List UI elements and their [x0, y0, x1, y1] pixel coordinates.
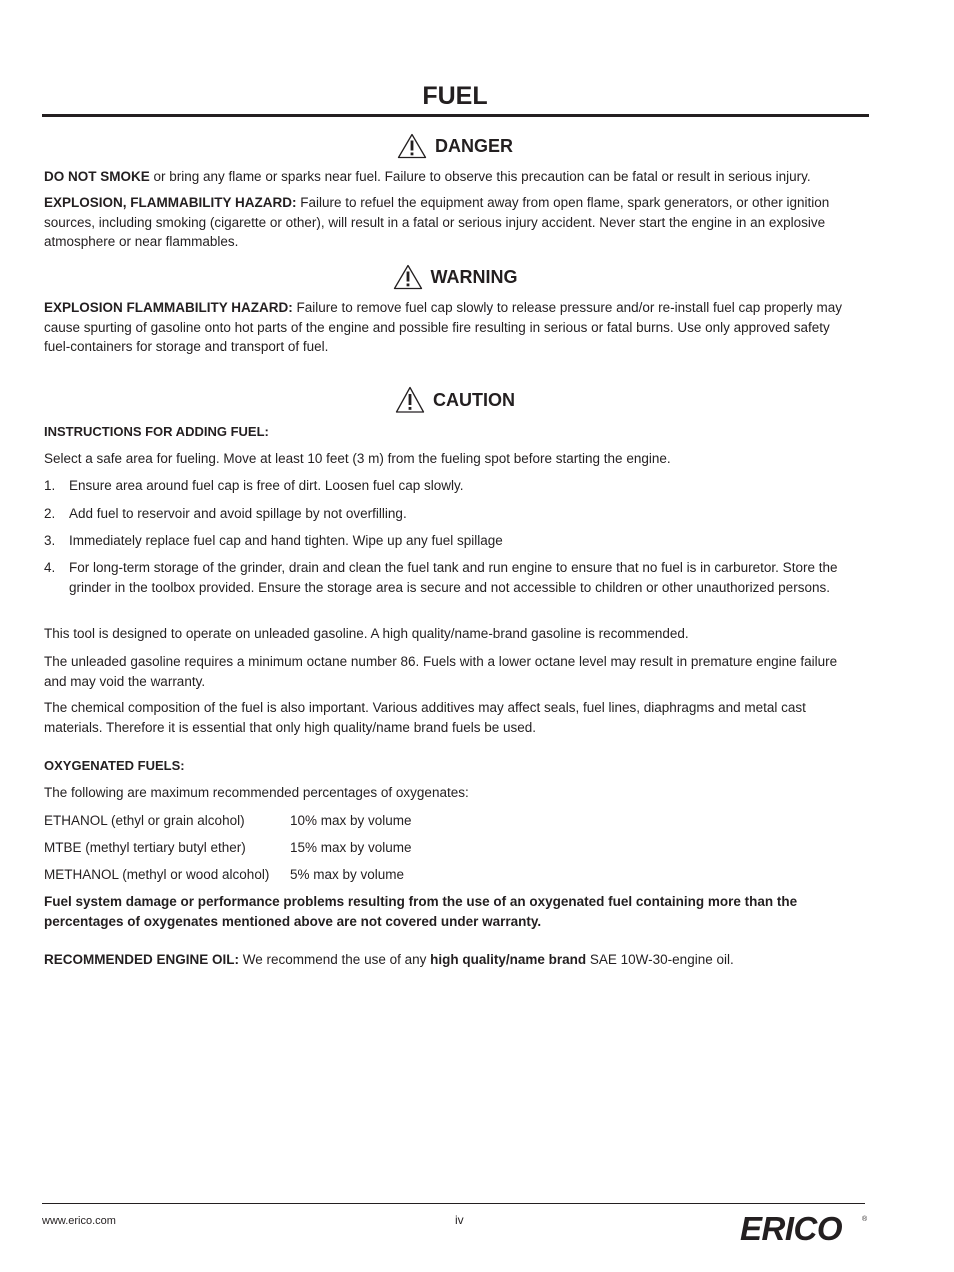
warning-label: WARNING — [430, 266, 518, 287]
erico-logo — [738, 1210, 870, 1244]
warning-heading — [42, 262, 868, 292]
page-number: iv — [455, 1213, 464, 1227]
footer-rule — [42, 1203, 865, 1204]
engine-oil-bold: high quality/name brand — [430, 952, 587, 967]
title-rule — [42, 114, 869, 117]
logo-text: ERICO — [740, 1210, 843, 1244]
warning-triangle-icon — [397, 133, 427, 159]
octane-paragraph: The unleaded gasoline requires a minimum octane number 86. Fuels with a lower octane level may result in premature engine failure and may void the warranty. — [44, 654, 838, 689]
warning-text: Failure to remove fuel cap slowly to release pressure and/or re-install fuel cap properly may cause spurting of gasoline onto hot parts of the engine and possible fire resulting in serious or fatal burns. Use only approved safety fuel-containers for storage and transport of fuel. — [44, 300, 842, 354]
list-item — [44, 531, 859, 551]
list-text: Add fuel to reservoir and avoid spillage by not overfilling. — [69, 506, 407, 521]
instructions-heading: INSTRUCTIONS FOR ADDING FUEL: — [44, 424, 269, 439]
oxygenate-name: MTBE (methyl tertiary butyl ether) — [44, 840, 246, 855]
warranty-note: Fuel system damage or performance problems resulting from the use of an oxygenated fuel containing more than the percentages of oxygenates mentioned above are not covered under warranty. — [44, 894, 798, 929]
danger-heading — [42, 131, 868, 161]
list-item — [44, 504, 859, 524]
chemical-paragraph: The chemical composition of the fuel is also important. Various additives may affect seals, fuel lines, diaphragms and metal cast materials. Therefore it is essential that only high quality/name brand fuels be used. — [44, 700, 806, 735]
engine-oil-paragraph — [44, 950, 859, 970]
oxygenate-limit: 15% max by volume — [290, 840, 412, 855]
danger-explosion-text: Failure to refuel the equipment away from open flame, spark generators, or other ignition sources, including smoking (cigarette or other), will result in a fatal or serious injury accident. Never start the engine in an explosive atmosphere or near flammables. — [44, 195, 830, 249]
list-number: 4. — [44, 560, 56, 575]
list-text: For long-term storage of the grinder, drain and clean the fuel tank and run engine to ensure that no fuel is in carburetor. Store the grinder in the toolbox provided. Ensure the storage area is secure and not accessible to children or other unauthorized persons. — [69, 560, 838, 595]
danger-label: DANGER — [434, 135, 513, 156]
engine-oil-text: We recommend the use of any — [239, 952, 431, 967]
danger-smoke-text: or bring any flame or sparks near fuel. Failure to observe this precaution can be fatal or result in serious injury. — [149, 169, 811, 184]
warning-triangle-icon — [395, 386, 425, 414]
logo-registered-mark: ® — [862, 1216, 868, 1223]
list-text: Immediately replace fuel cap and hand tighten. Wipe up any fuel spillage — [69, 533, 503, 548]
danger-paragraph-explosion — [44, 193, 859, 252]
oxygenate-name: METHANOL (methyl or wood alcohol) — [44, 867, 270, 882]
engine-oil-label: RECOMMENDED ENGINE OIL: — [44, 952, 240, 967]
instructions-intro: Select a safe area for fueling. Move at least 10 feet (3 m) from the fueling spot before starting the engine. — [44, 451, 671, 466]
list-number: 3. — [44, 533, 56, 548]
danger-paragraph-smoke — [44, 167, 859, 187]
caution-heading — [42, 384, 868, 416]
list-item — [44, 558, 859, 597]
list-number: 1. — [44, 478, 56, 493]
warning-paragraph — [44, 298, 859, 357]
engine-oil-text-end: SAE 10W-30-engine oil. — [586, 952, 734, 967]
oxygenate-name: ETHANOL (ethyl or grain alcohol) — [44, 813, 245, 828]
caution-label: CAUTION — [433, 389, 515, 410]
list-text: Ensure area around fuel cap is free of dirt. Loosen fuel cap slowly. — [69, 478, 464, 493]
oxygenate-limit: 10% max by volume — [290, 813, 412, 828]
list-number: 2. — [44, 506, 56, 521]
danger-explosion-bold: EXPLOSION, FLAMMABILITY HAZARD: — [44, 195, 297, 210]
gasoline-paragraph: This tool is designed to operate on unleaded gasoline. A high quality/name-brand gasoline is recommended. — [44, 626, 689, 641]
danger-smoke-bold: DO NOT SMOKE — [44, 169, 150, 184]
warning-triangle-icon — [393, 264, 423, 290]
oxygenated-heading: OXYGENATED FUELS: — [44, 758, 185, 773]
oxygenated-intro: The following are maximum recommended percentages of oxygenates: — [44, 785, 469, 800]
page-title: FUEL — [422, 82, 488, 110]
footer-url: www.erico.com — [42, 1215, 116, 1227]
oxygenate-limit: 5% max by volume — [290, 867, 405, 882]
warning-bold: EXPLOSION FLAMMABILITY HAZARD: — [44, 300, 293, 315]
list-item — [44, 476, 859, 496]
